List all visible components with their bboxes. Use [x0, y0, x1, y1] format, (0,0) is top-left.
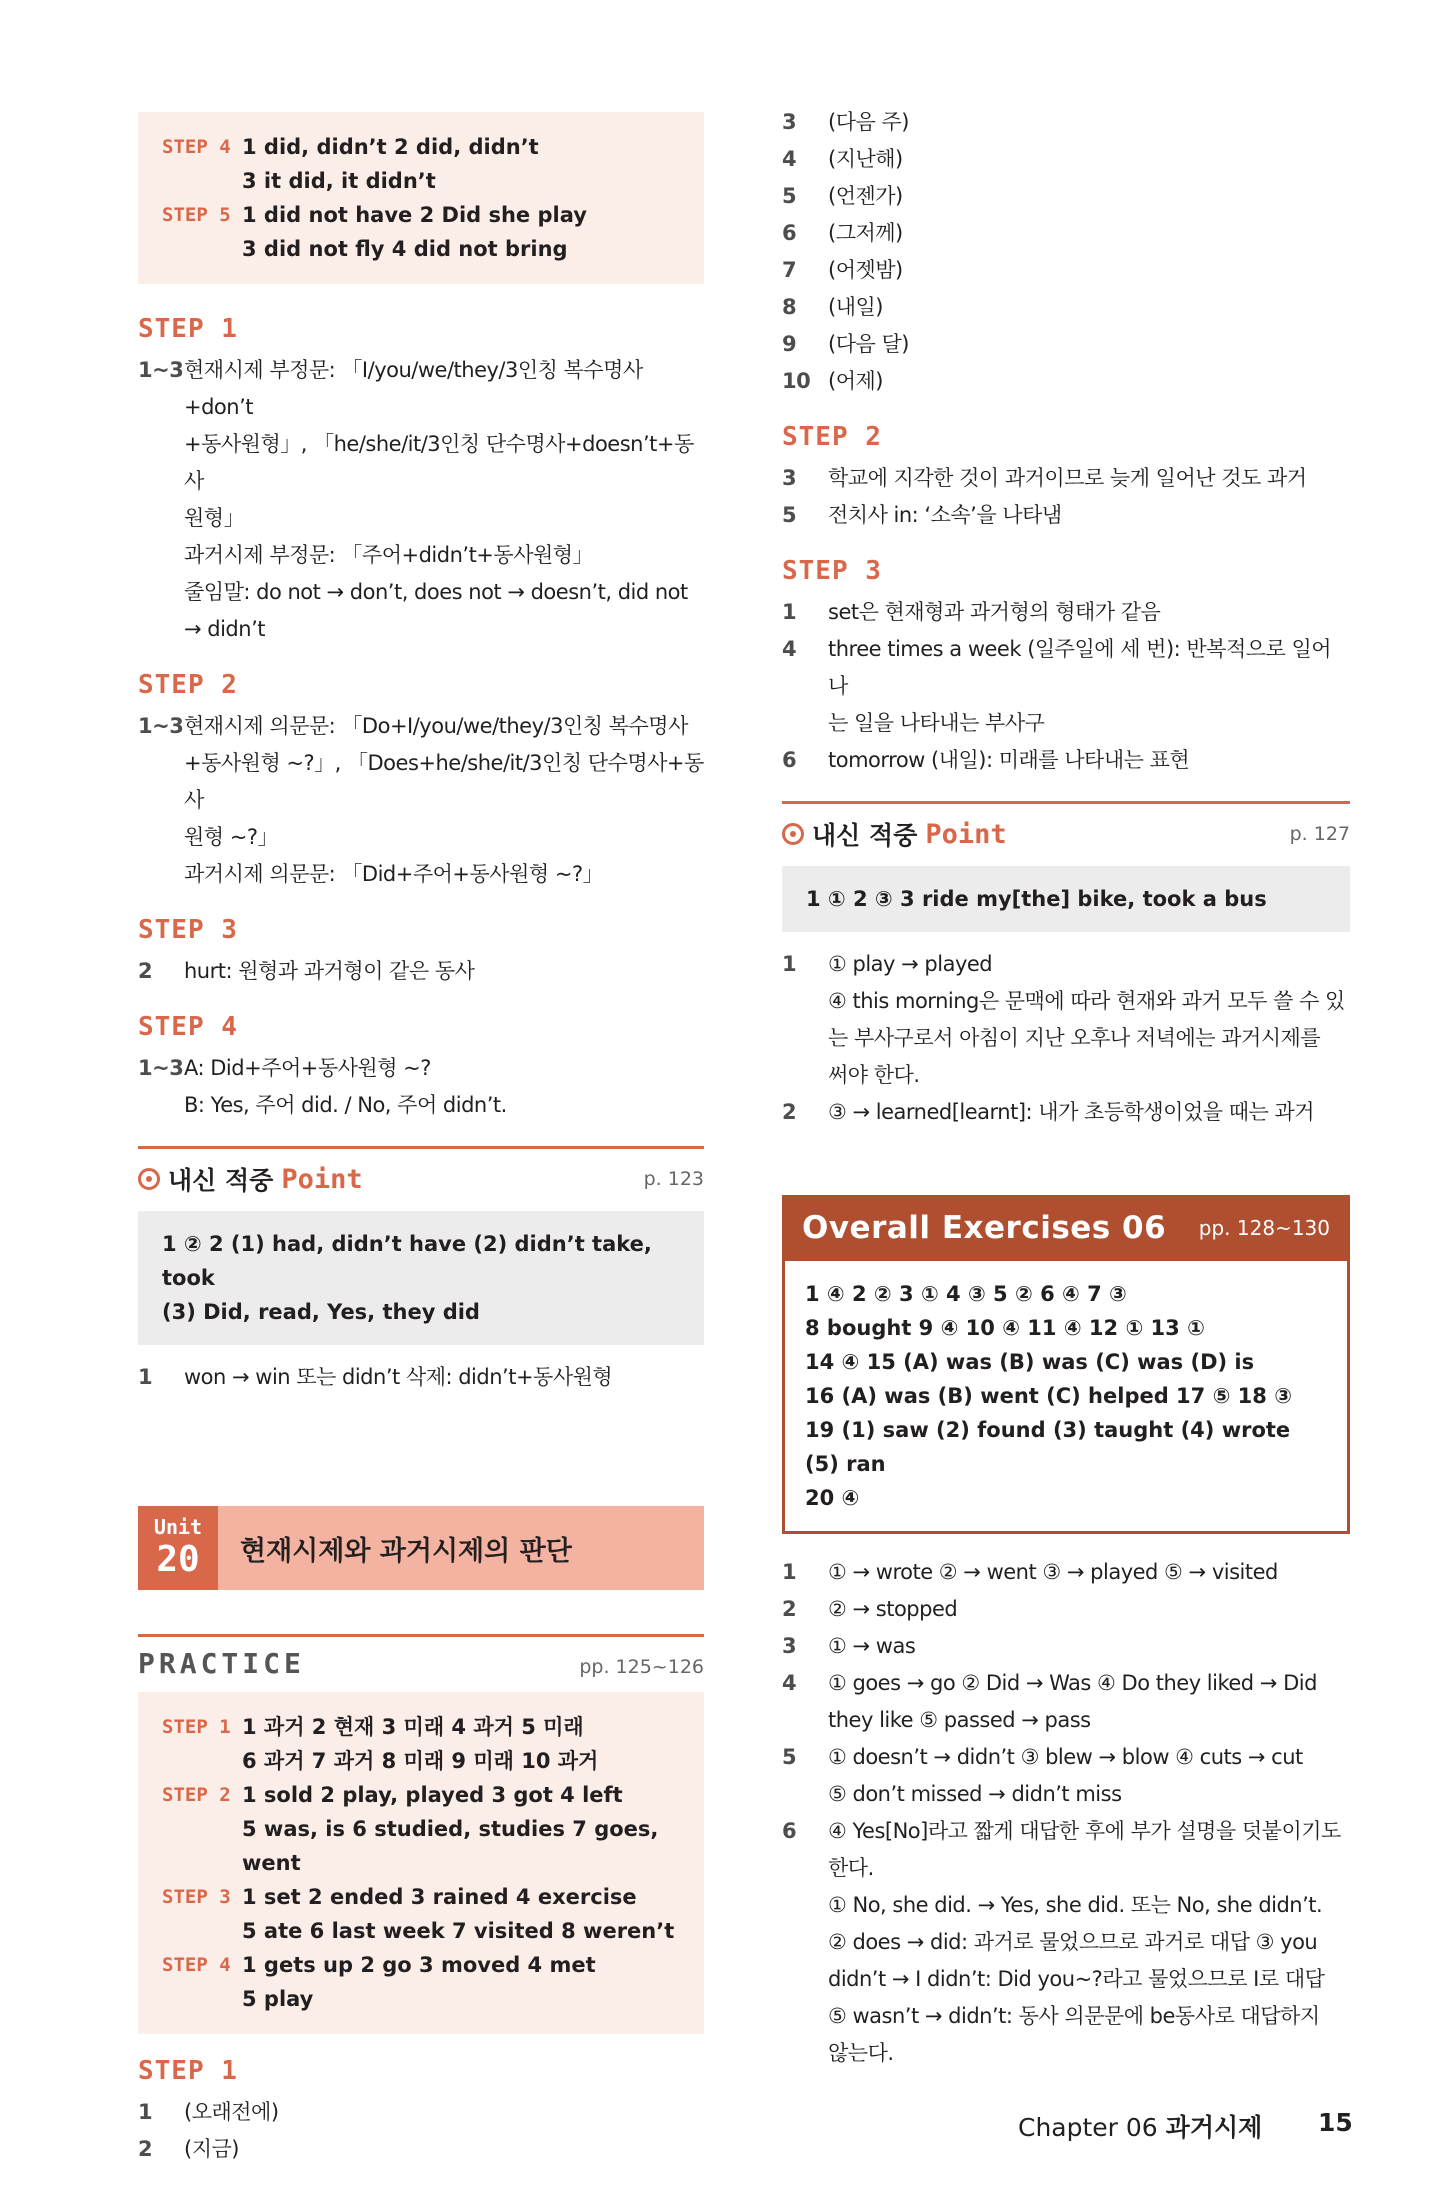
item-number: 1 [138, 2100, 153, 2124]
answer-row [162, 1982, 680, 2016]
explanation-item [138, 1359, 704, 1396]
item-body [184, 1359, 704, 1396]
answer-text: 3 it did, it didn’t [242, 169, 436, 193]
answer-text: 3 did not fly 4 did not bring [242, 237, 568, 261]
footer-chapter: Chapter 06 [1018, 2113, 1158, 2142]
answer-row: 1 ④ 2 ② 3 ① 4 ③ 5 ② 6 ④ 7 ③ [805, 1282, 1127, 1306]
answer-text: 5 play [242, 1987, 314, 2011]
item-line: ① doesn’t → didn’t ③ blew → blow ④ cuts → cut [828, 1745, 1303, 1769]
explanation-item [782, 104, 1350, 141]
answer-row: 19 (1) saw (2) found (3) taught (4) wrote (5) ran [805, 1418, 1291, 1476]
item-body [828, 178, 1350, 215]
explanation-item [782, 326, 1350, 363]
explanation-item [782, 363, 1350, 400]
explanation-item [138, 2094, 704, 2131]
item-number: 1~3 [138, 1056, 184, 1080]
answer-text: 1 did, didn’t 2 did, didn’t [242, 135, 539, 159]
item-body [828, 1665, 1350, 1739]
item-number: 7 [782, 258, 797, 282]
item-number: 9 [782, 332, 797, 356]
item-line: ② → stopped [828, 1597, 958, 1621]
practice-title: PRACTICE [138, 1647, 305, 1680]
item-body [828, 497, 1350, 534]
step1-heading: STEP 1 [138, 314, 238, 344]
item-body [828, 289, 1350, 326]
item-body [828, 215, 1350, 252]
item-number: 6 [782, 221, 797, 245]
item-body [828, 1591, 1350, 1628]
step4-heading: STEP 4 [138, 1012, 238, 1042]
item-number: 6 [782, 1819, 797, 1843]
item-line: A: Did+주어+동사원형 ~? [184, 1056, 431, 1080]
item-line: → didn’t [184, 617, 265, 641]
answer-text: 1 gets up 2 go 3 moved 4 met [242, 1953, 596, 1977]
practice-answer-box [138, 1692, 704, 2034]
item-line: tomorrow (내일): 미래를 나타내는 표현 [828, 748, 1190, 772]
item-line: 학교에 지각한 것이 과거이므로 늦게 일어난 것도 과거 [828, 466, 1307, 490]
explanation-item [782, 631, 1350, 742]
item-line: (오래전에) [184, 2100, 279, 2124]
answer-step-label [162, 232, 242, 266]
item-line: ④ Yes[No]라고 짧게 대답한 후에 부가 설명을 덧붙이기도 [828, 1819, 1341, 1843]
item-line: ③ → learned[learnt]: 내가 초등학생이었을 때는 과거 [828, 1100, 1315, 1124]
item-body [828, 326, 1350, 363]
item-line: (지금) [184, 2137, 239, 2161]
answer-step-label [162, 1846, 242, 1880]
item-line: ① → wrote ② → went ③ → played ⑤ → visited [828, 1560, 1278, 1584]
r-step2-section [782, 422, 1350, 534]
overall-exercises [782, 1195, 1350, 1534]
answer-row: 1 ① 2 ③ 3 ride my[the] bike, took a bus [806, 887, 1267, 911]
item-line: 과거시제 의문문: 「Did+주어+동사원형 ~?」 [184, 862, 604, 886]
item-number: 4 [782, 637, 797, 661]
answer-step-label: STEP 3 [162, 1886, 231, 1908]
explanation-item [782, 594, 1350, 631]
item-line: ① play → played [828, 952, 993, 976]
item-line: (그저께) [828, 221, 903, 245]
item-number: 2 [138, 959, 153, 983]
answer-row: 20 ④ [805, 1486, 860, 1510]
step1-section [138, 314, 704, 648]
answer-row: 16 (A) was (B) went (C) helped 17 ⑤ 18 ③ [805, 1384, 1292, 1408]
overall-answer-box [782, 1261, 1350, 1534]
item-body [828, 1094, 1350, 1131]
answer-text: 6 과거 7 과거 8 미래 9 미래 10 과거 [242, 1749, 599, 1773]
item-body [184, 2131, 704, 2168]
item-line: won → win 또는 didn’t 삭제: didn’t+동사원형 [184, 1365, 613, 1389]
item-body [828, 631, 1350, 742]
item-body [828, 363, 1350, 400]
item-line: didn’t → I didn’t: Did you~?라고 물었으므로 I로 대답 [828, 1967, 1325, 1991]
item-body [828, 104, 1350, 141]
item-number: 3 [782, 1634, 797, 1658]
explanation-item [782, 1554, 1350, 1591]
item-body [184, 953, 704, 990]
item-body [184, 1050, 704, 1124]
explanation-item [782, 178, 1350, 215]
item-body [828, 252, 1350, 289]
item-line: (다음 달) [828, 332, 909, 356]
step1b-heading: STEP 1 [138, 2056, 238, 2086]
step1b-section [138, 2056, 704, 2168]
item-line: (내일) [828, 295, 883, 319]
answer-step-label: STEP 2 [162, 1784, 231, 1806]
step3-heading: STEP 3 [138, 915, 238, 945]
item-number: 3 [782, 466, 797, 490]
item-line: (지난해) [828, 147, 903, 171]
item-line: (다음 주) [828, 110, 909, 134]
r-point-answer-box [782, 866, 1350, 932]
answer-text: 1 did not have 2 Did she play [242, 203, 587, 227]
answer-row: (3) Did, read, Yes, they did [162, 1300, 480, 1324]
item-number: 1 [782, 1560, 797, 1584]
item-line: ⑤ wasn’t → didn’t: 동사 의문문에 be동사로 대답하지 [828, 2004, 1320, 2028]
item-line: 는 일을 나타내는 부사구 [828, 711, 1045, 735]
answer-text: 5 was, is 6 studied, studies 7 goes, [242, 1817, 659, 1841]
item-body [184, 2094, 704, 2131]
item-number: 2 [782, 1100, 797, 1124]
item-number: 1~3 [138, 358, 184, 382]
footer-title: 과거시제 [1165, 2113, 1263, 2142]
answer-step-label: STEP 4 [162, 136, 231, 158]
item-line: (어제) [828, 369, 883, 393]
step2-heading: STEP 2 [138, 670, 238, 700]
point-answer-box [138, 1211, 704, 1345]
point-title: 내신 적중 [168, 1166, 274, 1195]
item-line: (어젯밤) [828, 258, 903, 282]
r-point-header [782, 801, 1350, 852]
r-step2-heading: STEP 2 [782, 422, 882, 452]
item-line: 않는다. [828, 2041, 894, 2065]
explanation-item [782, 1813, 1350, 2072]
item-line: 한다. [828, 1856, 874, 1880]
answer-step-label [162, 1914, 242, 1948]
item-line: 원형」 [184, 506, 245, 530]
item-line: 현재시제 부정문: 「I/you/we/they/3인칭 복수명사+don’t [184, 358, 643, 419]
item-number: 1~3 [138, 714, 184, 738]
answer-row [162, 1880, 680, 1914]
answer-row [162, 164, 680, 198]
overall-page: pp. 128~130 [1198, 1216, 1330, 1240]
point-page: p. 123 [643, 1168, 704, 1190]
explanation-item [782, 742, 1350, 779]
item-number: 2 [782, 1597, 797, 1621]
item-body [828, 594, 1350, 631]
answer-text: 5 ate 6 last week 7 visited 8 weren’t [242, 1919, 675, 1943]
item-line: (언젠가) [828, 184, 903, 208]
explanation-item [138, 953, 704, 990]
item-number: 5 [782, 1745, 797, 1769]
step2-section [138, 670, 704, 893]
item-line: 줄임말: do not → don’t, does not → doesn’t, did not [184, 580, 688, 604]
item-number: 6 [782, 748, 797, 772]
answer-step-label [162, 164, 242, 198]
explanation-item [782, 460, 1350, 497]
item-line: ④ this morning은 문맥에 따라 현재와 과거 모두 쓸 수 있 [828, 989, 1345, 1013]
item-number: 5 [782, 184, 797, 208]
explanation-item [782, 1591, 1350, 1628]
item-number: 5 [782, 503, 797, 527]
explanation-item [138, 352, 704, 648]
answer-row [162, 1744, 680, 1778]
answer-row [162, 1914, 680, 1948]
point-header [138, 1146, 704, 1197]
item-number: 8 [782, 295, 797, 319]
overall-header [782, 1195, 1350, 1261]
r-step3-section [782, 556, 1350, 779]
item-body [828, 1813, 1350, 2072]
item-body [828, 946, 1350, 1094]
step4-section [138, 1012, 704, 1124]
item-body [828, 141, 1350, 178]
explanation-item [782, 1628, 1350, 1665]
r-point-title: 내신 적중 [812, 821, 918, 850]
item-body [828, 1628, 1350, 1665]
unit-title: 현재시제와 과거시제의 판단 [218, 1506, 704, 1590]
explanation-item [782, 1739, 1350, 1813]
item-body [828, 1554, 1350, 1591]
answer-step-label [162, 1812, 242, 1846]
explanation-item [138, 708, 704, 893]
item-number: 2 [138, 2137, 153, 2161]
item-line: ① No, she did. → Yes, she did. 또는 No, she didn’t. [828, 1893, 1323, 1917]
explanation-item [782, 289, 1350, 326]
answer-step-label: STEP 1 [162, 1716, 231, 1738]
practice-header [138, 1634, 704, 1680]
answer-step-label [162, 1982, 242, 2016]
item-line: ⑤ don’t missed → didn’t miss [828, 1782, 1122, 1806]
item-line: 현재시제 의문문: 「Do+I/you/we/they/3인칭 복수명사 [184, 714, 688, 738]
right-column [782, 112, 1350, 2072]
answer-text: went [242, 1851, 301, 1875]
answer-row [162, 1778, 680, 1812]
answer-step-label: STEP 4 [162, 1954, 231, 1976]
answer-box-top [138, 112, 704, 284]
unit-number: 20 [156, 1539, 200, 1580]
answer-row: 1 ② 2 (1) had, didn’t have (2) didn’t take, took [162, 1232, 652, 1290]
item-number: 1 [782, 600, 797, 624]
overall-title: Overall Exercises 06 [802, 1210, 1167, 1246]
item-line: three times a week (일주일에 세 번): 반복적으로 일어나 [828, 637, 1332, 698]
item-line: 원형 ~?」 [184, 825, 278, 849]
item-line: +동사원형 ~?」, 「Does+he/she/it/3인칭 단수명사+동사 [184, 751, 704, 812]
item-line: 는 부사구로서 아침이 지난 오후나 저녁에는 과거시제를 [828, 1026, 1321, 1050]
item-line: 전치사 in: ‘소속’을 나타냄 [828, 503, 1062, 527]
answer-row [162, 232, 680, 266]
item-line: they like ⑤ passed → pass [828, 1708, 1091, 1732]
explanation-item [782, 141, 1350, 178]
explanation-item [782, 497, 1350, 534]
item-number: 10 [782, 369, 811, 393]
r-step3-heading: STEP 3 [782, 556, 882, 586]
item-body [184, 352, 704, 648]
item-line: ① goes → go ② Did → Was ④ Do they liked → Did [828, 1671, 1317, 1695]
item-body [828, 1739, 1350, 1813]
answer-row [162, 1948, 680, 1982]
practice-page: pp. 125~126 [579, 1656, 704, 1678]
answer-step-label [162, 1744, 242, 1778]
page-footer [1018, 2108, 1353, 2144]
target-icon [138, 1168, 160, 1190]
item-line: hurt: 원형과 과거형이 같은 동사 [184, 959, 475, 983]
unit-label: Unit [153, 1515, 203, 1539]
item-number: 1 [138, 1365, 153, 1389]
answer-text: 1 sold 2 play, played 3 got 4 left [242, 1783, 623, 1807]
item-number: 4 [782, 147, 797, 171]
answer-row [162, 1846, 680, 1880]
answer-row [162, 1812, 680, 1846]
item-line: ② does → did: 과거로 물었으므로 과거로 대답 ③ you [828, 1930, 1318, 1954]
explanation-item [782, 1094, 1350, 1131]
answer-row: 14 ④ 15 (A) was (B) was (C) was (D) is [805, 1350, 1255, 1374]
item-line: 과거시제 부정문: 「주어+didn’t+동사원형」 [184, 543, 594, 567]
answer-step-label: STEP 5 [162, 204, 231, 226]
answer-row: 8 bought 9 ④ 10 ④ 11 ④ 12 ① 13 ① [805, 1316, 1205, 1340]
item-line: set은 현재형과 과거형의 형태가 같음 [828, 600, 1161, 624]
answer-row [162, 198, 680, 232]
explanation-item [782, 1665, 1350, 1739]
left-column [138, 112, 704, 2168]
answer-text: 1 set 2 ended 3 rained 4 exercise [242, 1885, 637, 1909]
item-body [828, 460, 1350, 497]
r-point-page: p. 127 [1289, 823, 1350, 845]
answer-row [162, 130, 680, 164]
unit-banner [138, 1506, 704, 1590]
unit-badge [138, 1506, 218, 1590]
item-body [828, 742, 1350, 779]
item-line: ① → was [828, 1634, 916, 1658]
explanation-item [138, 1050, 704, 1124]
item-line: 써야 한다. [828, 1063, 920, 1087]
explanation-item [782, 252, 1350, 289]
explanation-item [782, 946, 1350, 1094]
explanation-item [782, 215, 1350, 252]
item-line: B: Yes, 주어 did. / No, 주어 didn’t. [184, 1093, 507, 1117]
item-number: 4 [782, 1671, 797, 1695]
answer-text: 1 과거 2 현재 3 미래 4 과거 5 미래 [242, 1715, 584, 1739]
item-number: 1 [782, 952, 797, 976]
item-body [184, 708, 704, 893]
step3-section [138, 915, 704, 990]
r-point-word: Point [925, 818, 1007, 850]
point-word: Point [281, 1163, 363, 1195]
item-line: +동사원형」, 「he/she/it/3인칭 단수명사+doesn’t+동사 [184, 432, 694, 493]
answer-row [162, 1710, 680, 1744]
item-number: 3 [782, 110, 797, 134]
target-icon [782, 823, 804, 845]
page-number: 15 [1318, 2108, 1353, 2137]
explanation-item [138, 2131, 704, 2168]
